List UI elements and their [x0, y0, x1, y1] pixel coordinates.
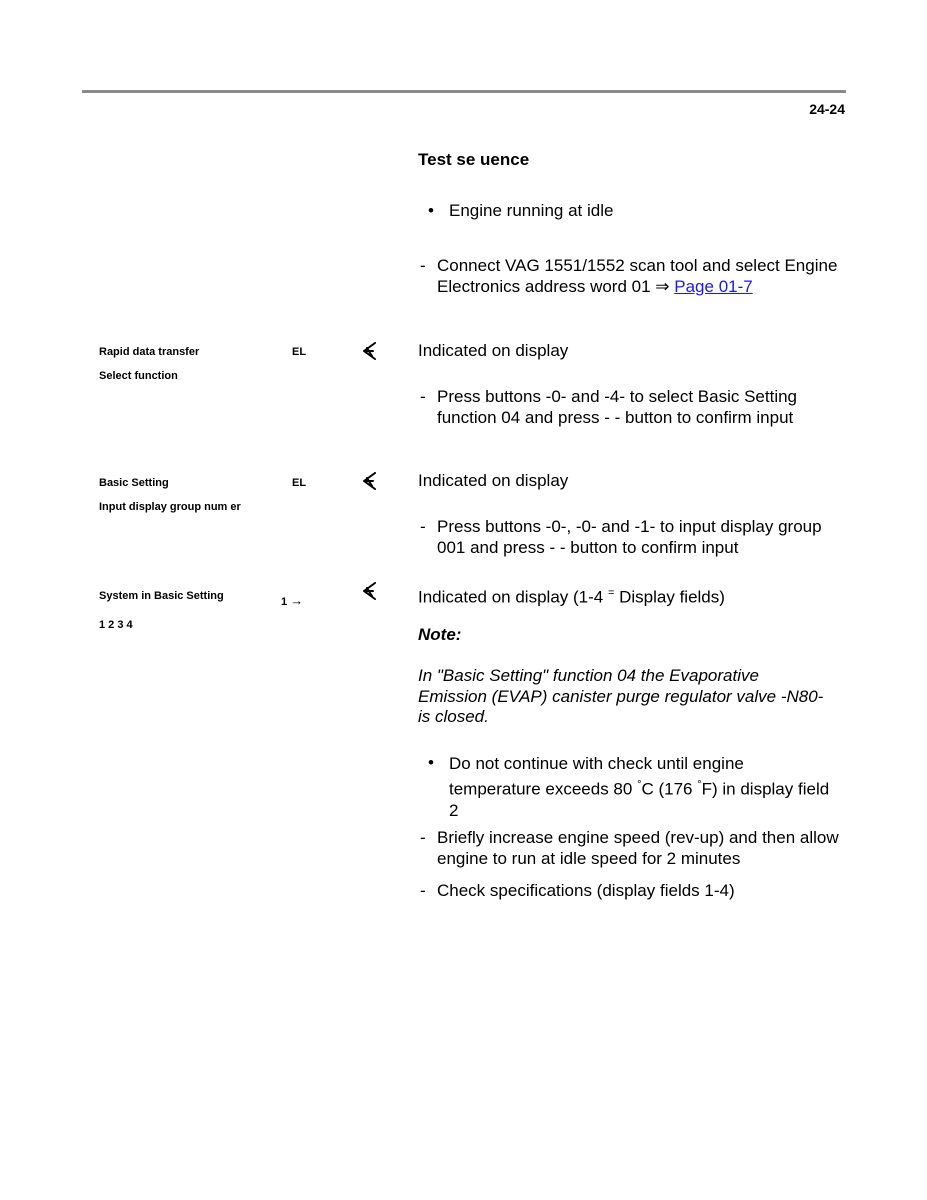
- equals-sign: =: [607, 587, 615, 599]
- bullet-mark: •: [428, 201, 434, 220]
- dash-mark: -: [420, 881, 426, 900]
- temp-text-a: Do not continue with check until engine temperature exceeds 80: [449, 754, 744, 799]
- display3-code: [281, 593, 303, 608]
- page-link[interactable]: Page 01-7: [674, 276, 753, 296]
- display1-line1: Rapid data transfer: [99, 346, 200, 358]
- bullet-mark: •: [428, 753, 434, 772]
- section-title: Test se uence: [418, 150, 530, 169]
- step-connect-body: Connect VAG 1551/1552 scan tool and select Engine Electronics address word 01: [437, 256, 838, 296]
- note-text: In "Basic Setting" function 04 the Evaporative Emission (EVAP) canister purge regulator valve -N80- is closed.: [418, 666, 824, 726]
- note-heading: Note:: [418, 625, 462, 644]
- display2-line2: Input display group num er: [99, 501, 241, 513]
- step-basic-setting: [420, 387, 840, 428]
- display-pointer-icon: [362, 582, 378, 600]
- temp-text-c: F) in display field 2: [449, 779, 830, 820]
- display2-indicated: Indicated on display: [418, 471, 569, 490]
- step-rev-up-text: Briefly increase engine speed (rev-up) and then allow engine to run at idle speed for 2 minutes: [437, 828, 839, 868]
- display3-code-value: 1: [281, 596, 288, 608]
- dash-mark: -: [420, 828, 426, 847]
- display1-indicated: Indicated on display: [418, 341, 569, 360]
- display-pointer-icon: [362, 472, 378, 490]
- dash-mark: -: [420, 256, 426, 275]
- step-rev-up: [420, 828, 840, 869]
- dash-mark: -: [420, 387, 426, 406]
- display3-indicated-b: Display fields): [614, 587, 725, 607]
- step-display-group: [420, 517, 840, 558]
- step-check-specs: [420, 881, 840, 902]
- right-arrow-icon: →: [290, 593, 304, 608]
- display3-line1: System in Basic Setting: [99, 590, 224, 602]
- step-display-group-text: Press buttons -0-, -0- and -1- to input display group 001 and press - - button to confirm input: [437, 517, 822, 557]
- header-rule: [82, 90, 846, 93]
- step-connect: [420, 256, 840, 297]
- step-connect-text: [437, 256, 840, 297]
- display3-indicated-a: Indicated on display (1-4: [418, 587, 608, 607]
- display1-code: EL: [292, 346, 307, 358]
- degree-symbol: °: [637, 778, 642, 791]
- temp-text-b: C (176: [641, 779, 698, 799]
- page-number: 24-24: [809, 101, 845, 117]
- bullet-temperature: [428, 753, 838, 821]
- step-basic-setting-text: Press buttons -0- and -4- to select Basic Setting function 04 and press - - button to confirm input: [437, 387, 798, 427]
- degree-symbol: °: [697, 778, 702, 791]
- display2-code: EL: [292, 477, 307, 489]
- display1-line2: Select function: [99, 370, 178, 382]
- display3-indicated: [418, 583, 725, 608]
- bullet-temperature-text: [449, 753, 838, 821]
- display-pointer-icon: [362, 342, 378, 360]
- step-check-specs-text: Check specifications (display fields 1-4): [437, 881, 735, 900]
- bullet-engine-idle: [428, 201, 838, 222]
- display3-line2: 1 2 3 4: [99, 619, 133, 631]
- display2-line1: Basic Setting: [99, 477, 169, 489]
- reference-arrow-icon: ⇒: [655, 276, 670, 296]
- dash-mark: -: [420, 517, 426, 536]
- bullet-engine-idle-text: Engine running at idle: [449, 201, 614, 220]
